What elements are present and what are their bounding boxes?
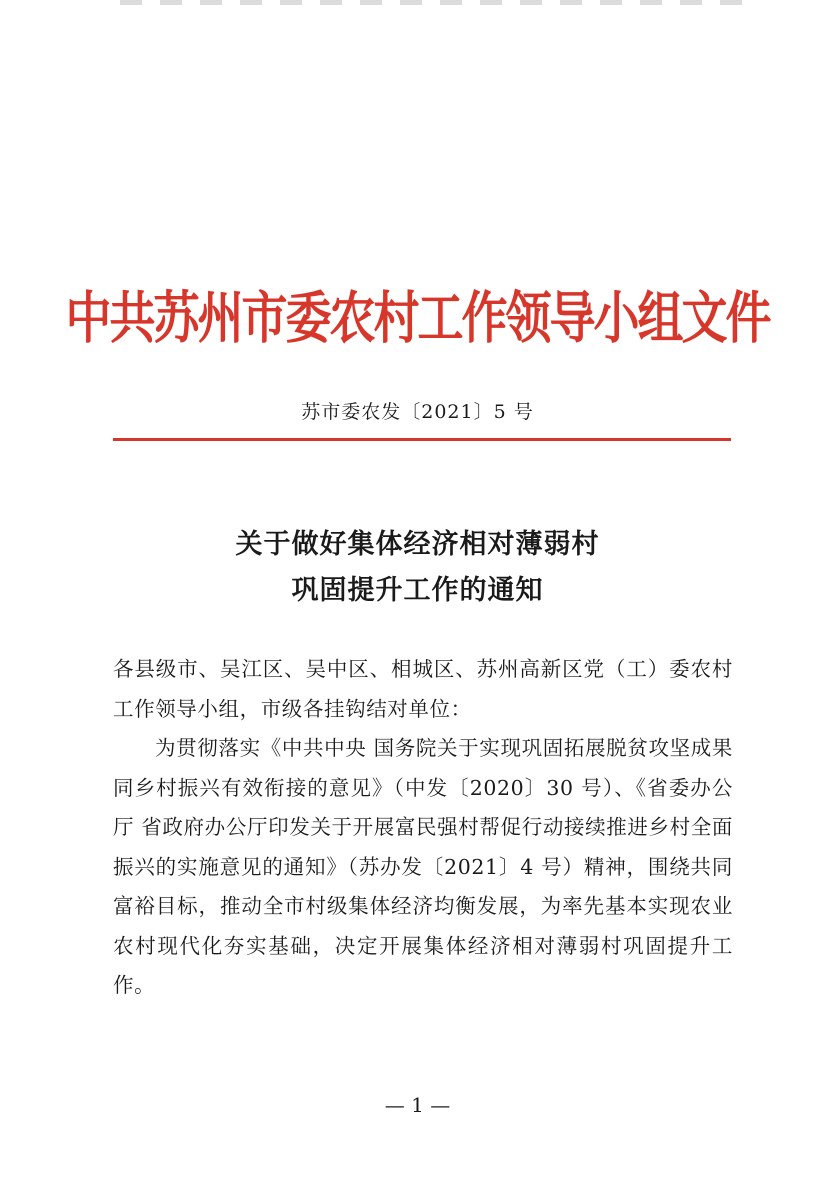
scan-edge-marks [120, 0, 760, 5]
notice-title [0, 522, 835, 614]
red-separator-line [113, 438, 731, 441]
recipients-paragraph: 各县级市、吴江区、吴中区、相城区、苏州高新区党（工）委农村工作领导小组，市级各挂钩结对单位： [113, 657, 733, 721]
body-paragraph-1: 为贯彻落实《中共中央 国务院关于实现巩固拓展脱贫攻坚成果同乡村振兴有效衔接的意见》（中发〔2020〕30 号）、《省委办公厅 省政府办公厅印发关于开展富民强村帮促行动接续推进乡村全面振兴的实施意见的通知》（苏办发〔2021〕4 号）精神，围绕共同富裕目标，推动全市村级集体经济均衡发展，为率先基本实现农业农村现代化夯实基础，决定开展集体经济相对薄弱村巩固提升工作。 [113, 736, 733, 997]
notice-body [113, 650, 733, 1006]
document-number: 苏市委农发〔2021〕5 号 [301, 401, 534, 423]
page-number: — 1 — [384, 1093, 451, 1117]
notice-title-line-2: 巩固提升工作的通知 [291, 575, 544, 606]
notice-title-line-1: 关于做好集体经济相对薄弱村 [235, 529, 600, 560]
issuer-header-title: 中共苏州市委农村工作领导小组文件 [65, 285, 770, 351]
